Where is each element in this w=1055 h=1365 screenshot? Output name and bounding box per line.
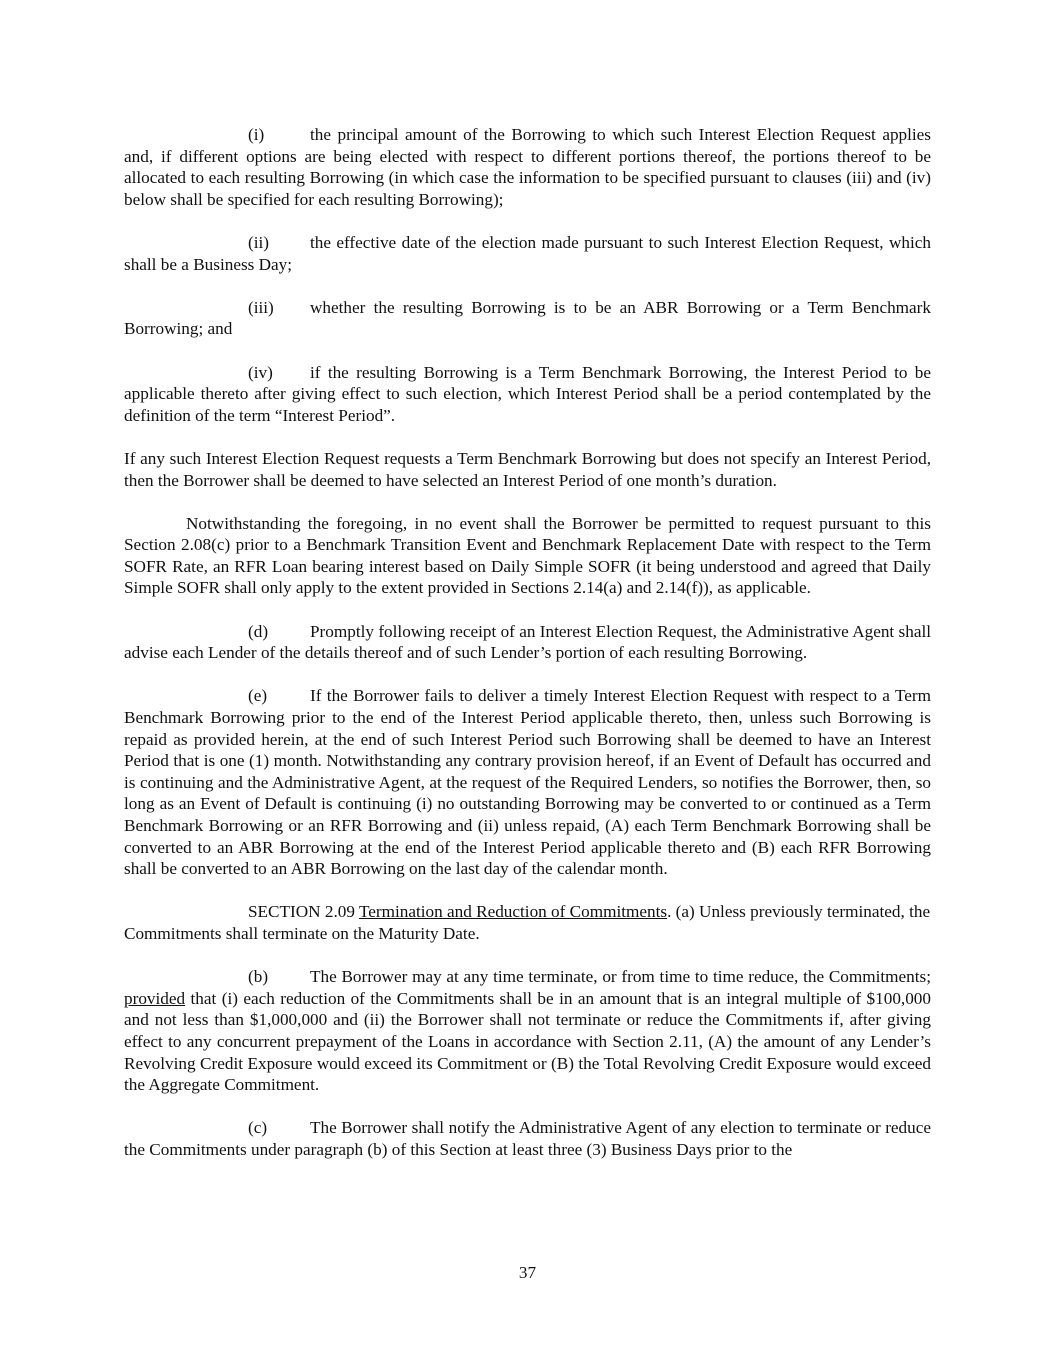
clause-b-label: (b) <box>248 967 269 987</box>
page-body <box>124 124 931 1182</box>
clause-d-label: (d) <box>248 621 269 641</box>
clause-iii <box>124 297 931 340</box>
section-2-09-a-text: . (a) Unless previously terminated, the Commitments shall terminate on the Maturity Date. <box>124 902 931 943</box>
clause-iv-text: if the resulting Borrowing is a Term Benchmark Borrowing, the Interest Period to be applicable thereto after giving effect to such election, which Interest Period shall be a period contemplated by the definition of the term “Interest Period”. <box>124 362 931 425</box>
clause-e <box>124 685 931 879</box>
clause-d-text: Promptly following receipt of an Interest Election Request, the Administrative Agent shall advise each Lender of the details thereof and of such Lender’s portion of each resulting Borrowing. <box>124 621 931 663</box>
section-2-09-heading <box>124 901 931 944</box>
clause-e-text: If the Borrower fails to deliver a timely Interest Election Request with respect to a Term Benchmark Borrowing prior to the end of the Interest Period applicable thereto, then, unless such Borrowing is repaid as provided herein, at the end of such Interest Period such Borrowing shall be deemed to have an Interest Period that is one (1) month. Notwithstanding any contrary provision hereof, if an Event of Default has occurred and is continuing and the Administrative Agent, at the request of the Required Lenders, so notifies the Borrower, then, so long as an Event of Default is continuing (i) no outstanding Borrowing may be converted to or continued as a Term Benchmark Borrowing or an RFR Borrowing and (ii) unless repaid, (A) each Term Benchmark Borrowing shall be converted to an ABR Borrowing at the end of the Interest Period applicable thereto and (B) each RFR Borrowing shall be converted to an ABR Borrowing on the last day of the calendar month. <box>124 686 931 879</box>
interest-period-default-paragraph: If any such Interest Election Request requests a Term Benchmark Borrowing but does not specify an Interest Period, then the Borrower shall be deemed to have selected an Interest Period of one month’s duration. <box>124 448 931 490</box>
notwithstanding-paragraph: Notwithstanding the foregoing, in no event shall the Borrower be permitted to request pursuant to this Section 2.08(c) prior to a Benchmark Transition Event and Benchmark Replacement Date with respect to the Term SOFR Rate, an RFR Loan bearing interest based on Daily Simple SOFR (it being understood and agreed that Daily Simple SOFR shall only apply to the extent provided in Sections 2.14(a) and 2.14(f)), as applicable. <box>124 513 931 598</box>
clause-ii <box>124 232 931 275</box>
clause-iii-text: whether the resulting Borrowing is to be an ABR Borrowing or a Term Benchmark Borrowing; and <box>124 297 931 339</box>
clause-iii-label: (iii) <box>248 297 274 317</box>
section-title: Termination and Reduction of Commitments <box>358 902 668 922</box>
clause-i-label: (i) <box>248 125 265 144</box>
clause-c-label: (c) <box>248 1118 268 1138</box>
clause-b <box>124 966 931 1096</box>
section-number: SECTION 2.09 <box>248 902 355 922</box>
page-number: 37 <box>518 1263 537 1282</box>
clause-i-text: the principal amount of the Borrowing to which such Interest Election Request applies and, if different options are being elected with respect to different portions thereof, the portions thereof to be allocated to each resulting Borrowing (in which case the information to be specified pursuant to clauses (iii) and (iv) below shall be specified for each resulting Borrowing); <box>124 125 931 209</box>
clause-ii-text: the effective date of the election made pursuant to such Interest Election Request, which shall be a Business Day; <box>124 232 931 274</box>
clause-c-text: The Borrower shall notify the Administrative Agent of any election to terminate or reduce the Commitments under paragraph (b) of this Section at least three (3) Business Days prior to the <box>124 1118 931 1159</box>
clause-i <box>124 124 931 210</box>
clause-b-text-before: The Borrower may at any time terminate, or from time to time reduce, the Commitments; <box>310 967 931 987</box>
clause-c <box>124 1117 931 1160</box>
clause-e-label: (e) <box>248 686 268 706</box>
clause-iv <box>124 362 931 427</box>
provided-term: provided <box>124 988 186 1008</box>
clause-d <box>124 621 931 664</box>
clause-iv-label: (iv) <box>248 362 273 382</box>
clause-b-text-after: that (i) each reduction of the Commitments shall be in an amount that is an integral multiple of $100,000 and not less than $1,000,000 and (ii) the Borrower shall not terminate or reduce the Commitments if, after giving effect to any concurrent prepayment of the Loans in accordance with Section 2.11, (A) the amount of any Lender’s Revolving Credit Exposure would exceed its Commitment or (B) the Total Revolving Credit Exposure would exceed the Aggregate Commitment. <box>124 988 931 1095</box>
clause-ii-label: (ii) <box>248 232 269 252</box>
